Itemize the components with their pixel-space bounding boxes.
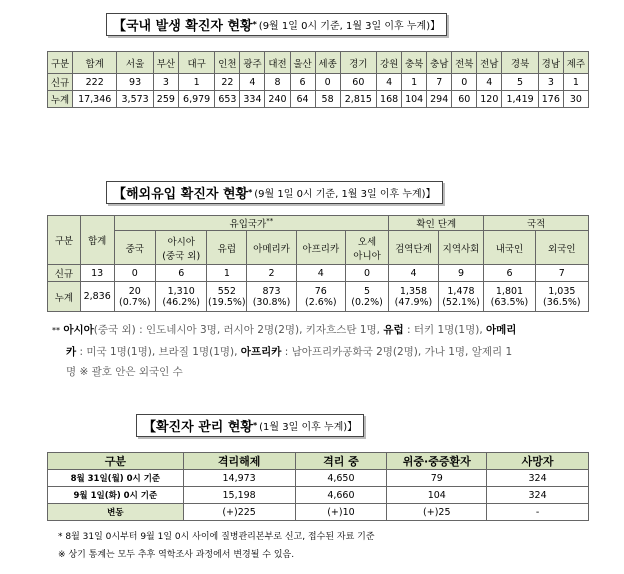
management-header-4: 사망자 xyxy=(487,453,589,470)
group-country-mark: ** xyxy=(266,216,274,225)
domestic-header-10: 경기 xyxy=(340,52,376,74)
overseas-subheader-8 xyxy=(484,231,535,265)
domestic-header-2: 서울 xyxy=(117,52,153,74)
management-cell: (+)225 xyxy=(183,504,295,521)
domestic-cell: 7 xyxy=(427,74,452,91)
overseas-subheader-line: 외국인 xyxy=(548,243,576,255)
domestic-cell: 104 xyxy=(402,91,427,108)
overseas-cum-pct: (36.5%) xyxy=(543,296,581,308)
domestic-cell: 4 xyxy=(377,74,402,91)
domestic-header-9: 세종 xyxy=(315,52,340,74)
domestic-cell: 60 xyxy=(340,74,376,91)
overseas-cum-value: 1,310 xyxy=(167,285,195,297)
overseas-cum-pct: (2.6%) xyxy=(305,296,337,308)
management-cell: (+)10 xyxy=(295,504,387,521)
overseas-cum-pct: (0.2%) xyxy=(351,296,383,308)
domestic-cell: 2,815 xyxy=(340,91,376,108)
domestic-cell: 4 xyxy=(240,74,265,91)
overseas-cum-value: 552 xyxy=(217,285,236,297)
overseas-subheader-line: 검역단계 xyxy=(395,243,432,255)
overseas-new-cell: 6 xyxy=(484,265,535,282)
overseas-cum-value: 1,035 xyxy=(548,285,576,297)
domestic-cell: 22 xyxy=(215,74,240,91)
overseas-new-cell: 4 xyxy=(389,265,438,282)
domestic-header-6: 광주 xyxy=(240,52,265,74)
overseas-subheader-2 xyxy=(207,231,247,265)
domestic-cell: 653 xyxy=(215,91,240,108)
domestic-cell: 30 xyxy=(563,91,588,108)
fn-bold-europe: 유럽 xyxy=(383,324,404,336)
domestic-cell: 93 xyxy=(117,74,153,91)
note-1: * 8월 31일 0시부터 9월 1일 0시 사이에 질병관리본부로 신고, 접수된 자료 기준 xyxy=(58,532,375,542)
overseas-cum-pct: (19.5%) xyxy=(208,296,246,308)
group-country-label: 유입국가 xyxy=(229,219,267,230)
note-2: ※ 상기 통계는 모두 추후 역학조사 과정에서 변경될 수 있음. xyxy=(58,550,295,560)
overseas-subheader-5 xyxy=(345,231,388,265)
domestic-cell: 120 xyxy=(477,91,502,108)
domestic-cell: 60 xyxy=(452,91,477,108)
overseas-subheader-4 xyxy=(296,231,345,265)
overseas-subheader-line: 중국 xyxy=(125,243,144,255)
domestic-cell: 1 xyxy=(402,74,427,91)
management-cell: 104 xyxy=(387,487,487,504)
overseas-cum-value: 1,478 xyxy=(447,285,475,297)
overseas-subheader-line: (중국 외) xyxy=(162,250,201,262)
management-title-box xyxy=(136,414,364,437)
domestic-cell: 176 xyxy=(538,91,563,108)
management-title-mark: * xyxy=(252,421,258,430)
domestic-cell: 17,346 xyxy=(73,91,117,108)
overseas-cum-pct: (63.5%) xyxy=(490,296,529,308)
cum-total: 2,836 xyxy=(80,282,114,312)
domestic-header-16: 경북 xyxy=(502,52,538,74)
overseas-cum-value: 1,358 xyxy=(399,285,428,297)
management-cell: 4,660 xyxy=(295,487,387,504)
management-header-2: 격리 중 xyxy=(295,453,387,470)
domestic-header-4: 대구 xyxy=(178,52,214,74)
domestic-header-3: 부산 xyxy=(153,52,178,74)
domestic-header-12: 충북 xyxy=(402,52,427,74)
fn-text-1: (중국 외) : 인도네시아 3명, 러시아 2명(2명), 키자흐스탄 1명, xyxy=(93,324,384,336)
overseas-cum-cell xyxy=(247,282,296,312)
domestic-header-8: 울산 xyxy=(290,52,315,74)
fn-text-3: : 미국 1명(1명), 브라질 1명(1명), xyxy=(76,346,241,358)
management-row-label: 8월 31일(월) 0시 기준 xyxy=(48,470,184,487)
overseas-cum-cell xyxy=(156,282,207,312)
domestic-subtitle: (9월 1일 0시 기준, 1월 3일 이후 누계)】 xyxy=(258,21,441,32)
fn-bold-ka: 카 xyxy=(66,346,77,358)
domestic-header-1: 합계 xyxy=(73,52,117,74)
overseas-cum-value: 20 xyxy=(128,285,141,297)
domestic-header-13: 충남 xyxy=(427,52,452,74)
fn-text-2: : 터키 1명(1명), xyxy=(403,324,486,336)
management-header-3: 위중·중증환자 xyxy=(387,453,487,470)
overseas-cum-value: 1,801 xyxy=(495,285,524,297)
domestic-row-label: 신규 xyxy=(48,74,73,91)
footnote-line-3: 명 ※ 괄호 안은 외국인 수 xyxy=(66,366,183,378)
overseas-subheader-line: 아시아 xyxy=(167,236,195,248)
fn-text-4: : 남아프리카공화국 2명(2명), 가나 1명, 알제리 1 xyxy=(281,346,513,358)
domestic-cell: 3,573 xyxy=(117,91,153,108)
domestic-row-label: 누계 xyxy=(48,91,73,108)
overseas-title: 【해외유입 확진자 현황 xyxy=(113,187,249,202)
domestic-cell: 58 xyxy=(315,91,340,108)
management-table xyxy=(47,452,589,521)
management-header-0: 구분 xyxy=(48,453,184,470)
overseas-cum-value: 873 xyxy=(262,285,281,297)
overseas-cum-cell xyxy=(296,282,345,312)
overseas-subheader-3 xyxy=(247,231,296,265)
overseas-new-cell: 2 xyxy=(247,265,296,282)
cum-label: 누계 xyxy=(48,282,81,312)
overseas-new-cell: 6 xyxy=(156,265,207,282)
group-country xyxy=(114,216,389,231)
overseas-cum-value: 76 xyxy=(314,285,327,297)
overseas-new-cell: 0 xyxy=(114,265,156,282)
domestic-title: 【국내 발생 확진자 현황 xyxy=(113,19,253,34)
domestic-cell: 6 xyxy=(290,74,315,91)
overseas-cum-pct: (46.2%) xyxy=(162,296,200,308)
domestic-cell: 1,419 xyxy=(502,91,538,108)
domestic-cell: 64 xyxy=(290,91,315,108)
overseas-subheader-1 xyxy=(156,231,207,265)
overseas-new-cell: 4 xyxy=(296,265,345,282)
overseas-cum-cell xyxy=(535,282,588,312)
overseas-table xyxy=(47,215,589,312)
overseas-title-box xyxy=(106,181,443,204)
overseas-subtitle: (9월 1일 0시 기준, 1월 3일 이후 누계)】 xyxy=(254,189,436,200)
overseas-cum-cell xyxy=(114,282,156,312)
footnote-mark: ** xyxy=(52,326,60,335)
overseas-subheader-line: 내국인 xyxy=(495,243,524,255)
domestic-header-0: 구분 xyxy=(48,52,73,74)
management-title: 【확진자 관리 현황 xyxy=(143,420,253,435)
fn-bold-africa: 아프리카 xyxy=(240,346,282,358)
overseas-new-cell: 0 xyxy=(345,265,388,282)
management-cell: 324 xyxy=(487,470,589,487)
management-cell: 14,973 xyxy=(183,470,295,487)
overseas-cum-pct: (52.1%) xyxy=(442,296,480,308)
domestic-header-5: 인천 xyxy=(215,52,240,74)
domestic-title-box xyxy=(106,13,447,36)
new-total: 13 xyxy=(80,265,114,282)
overseas-title-mark: * xyxy=(248,188,253,197)
overseas-subheader-line: 오세 xyxy=(357,236,377,248)
domestic-cell: 5 xyxy=(502,74,538,91)
management-cell: 15,198 xyxy=(183,487,295,504)
domestic-cell: 240 xyxy=(265,91,290,108)
fn-bold-america: 아메리 xyxy=(486,324,517,336)
management-cell: 4,650 xyxy=(295,470,387,487)
overseas-cum-pct: (30.8%) xyxy=(252,296,291,308)
domestic-cell: 168 xyxy=(377,91,402,108)
domestic-cell: 4 xyxy=(477,74,502,91)
management-cell: (+)25 xyxy=(387,504,487,521)
domestic-cell: 259 xyxy=(153,91,178,108)
fn-bold-asia: 아시아 xyxy=(63,324,94,336)
domestic-header-17: 경남 xyxy=(538,52,563,74)
domestic-cell: 222 xyxy=(73,74,117,91)
domestic-header-7: 대전 xyxy=(265,52,290,74)
management-row-label: 변동 xyxy=(48,504,184,521)
overseas-subheader-7 xyxy=(438,231,484,265)
management-row-label: 9월 1일(화) 0시 기준 xyxy=(48,487,184,504)
domestic-cell: 1 xyxy=(178,74,214,91)
domestic-title-mark: * xyxy=(252,20,257,29)
footnote-line-1 xyxy=(52,322,516,337)
overseas-new-cell: 1 xyxy=(207,265,247,282)
management-subtitle: (1월 3일 이후 누계)】 xyxy=(259,422,358,433)
overseas-subheader-line: 유럽 xyxy=(217,243,237,255)
overseas-subheader-0 xyxy=(114,231,156,265)
col-gubun: 구분 xyxy=(48,216,81,265)
domestic-cell: 334 xyxy=(240,91,265,108)
overseas-cum-value: 5 xyxy=(364,285,371,297)
overseas-subheader-line: 지역사회 xyxy=(442,243,480,255)
overseas-cum-pct: (47.9%) xyxy=(394,296,433,308)
footnote-line-2 xyxy=(66,344,512,359)
domestic-cell: 0 xyxy=(315,74,340,91)
group-confirm: 확인 단계 xyxy=(389,216,484,231)
domestic-cell: 1 xyxy=(563,74,588,91)
overseas-cum-cell xyxy=(484,282,535,312)
group-nationality: 국적 xyxy=(484,216,589,231)
overseas-cum-cell xyxy=(345,282,388,312)
domestic-cell: 8 xyxy=(265,74,290,91)
domestic-cell: 0 xyxy=(452,74,477,91)
overseas-subheader-9 xyxy=(535,231,588,265)
overseas-subheader-line: 아니아 xyxy=(353,250,381,262)
overseas-new-cell: 7 xyxy=(535,265,588,282)
overseas-subheader-6 xyxy=(389,231,438,265)
domestic-cell: 294 xyxy=(427,91,452,108)
new-label: 신규 xyxy=(48,265,81,282)
overseas-cum-cell xyxy=(207,282,247,312)
domestic-cell: 6,979 xyxy=(178,91,214,108)
domestic-cell: 3 xyxy=(153,74,178,91)
overseas-cum-cell xyxy=(438,282,484,312)
overseas-subheader-line: 아메리카 xyxy=(253,243,290,255)
management-cell: 79 xyxy=(387,470,487,487)
overseas-cum-pct: (0.7%) xyxy=(119,296,151,308)
col-total: 합계 xyxy=(80,216,114,265)
management-cell: - xyxy=(487,504,589,521)
domestic-header-18: 제주 xyxy=(563,52,588,74)
overseas-cum-cell xyxy=(389,282,438,312)
domestic-table xyxy=(47,51,589,108)
domestic-header-15: 전남 xyxy=(477,52,502,74)
management-cell: 324 xyxy=(487,487,589,504)
domestic-header-14: 전북 xyxy=(452,52,477,74)
domestic-cell: 3 xyxy=(538,74,563,91)
overseas-new-cell: 9 xyxy=(438,265,484,282)
domestic-header-11: 강원 xyxy=(377,52,402,74)
overseas-subheader-line: 아프리카 xyxy=(302,243,340,255)
management-header-1: 격리해제 xyxy=(183,453,295,470)
